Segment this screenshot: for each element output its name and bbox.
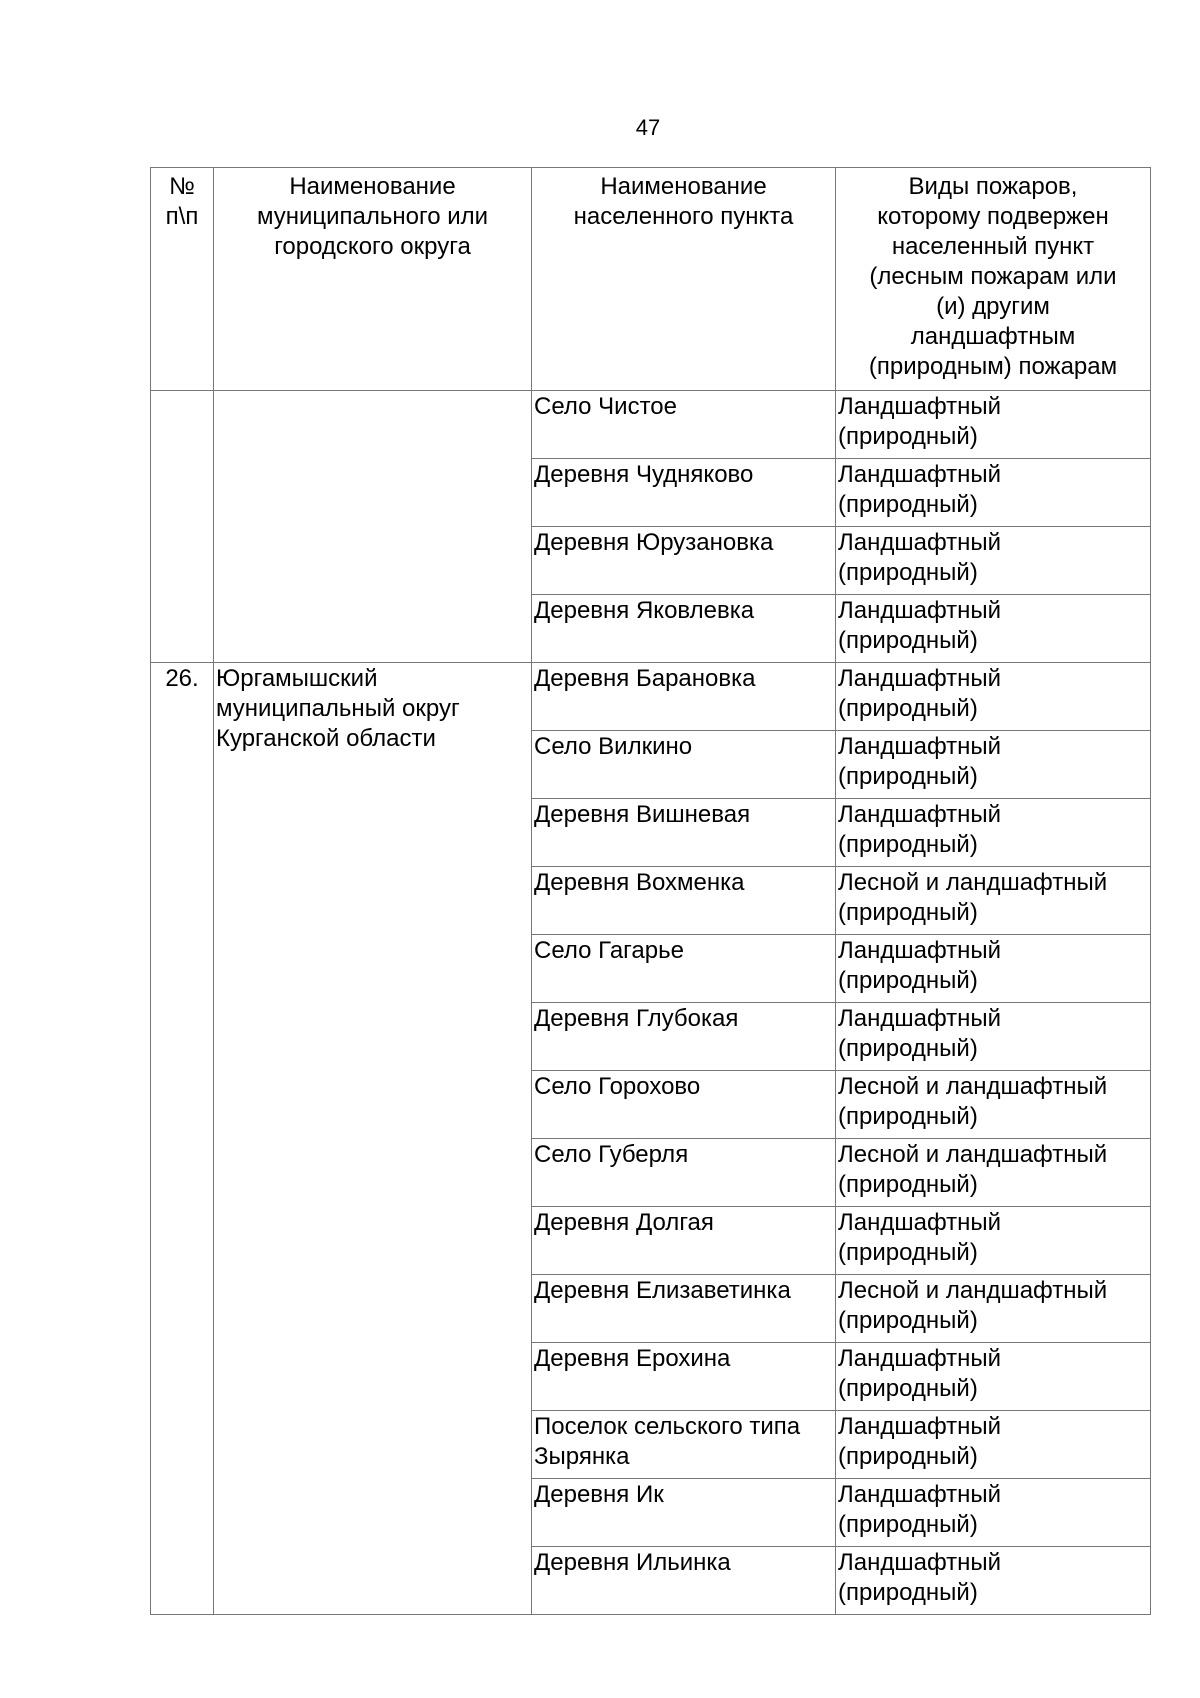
district-name: Юргамышский муниципальный округ Курганской области	[214, 663, 532, 1615]
fire-type: Ландшафтный (природный)	[836, 731, 1151, 799]
settlement-name: Деревня Юрузановка	[532, 527, 836, 595]
fire-type: Лесной и ландшафтный (природный)	[836, 1071, 1151, 1139]
table-row	[151, 391, 1151, 459]
settlement-name: Село Чистое	[532, 391, 836, 459]
settlement-name: Деревня Барановка	[532, 663, 836, 731]
fire-type: Ландшафтный (природный)	[836, 663, 1151, 731]
fire-type: Лесной и ландшафтный (природный)	[836, 867, 1151, 935]
header-num: № п\п	[151, 168, 214, 391]
fire-type: Ландшафтный (природный)	[836, 1411, 1151, 1479]
settlement-name: Деревня Ерохина	[532, 1343, 836, 1411]
fire-type: Ландшафтный (природный)	[836, 595, 1151, 663]
fire-type: Ландшафтный (природный)	[836, 527, 1151, 595]
fire-type: Ландшафтный (природный)	[836, 1343, 1151, 1411]
header-district: Наименование муниципального или городского округа	[214, 168, 532, 391]
district-name	[214, 391, 532, 663]
fire-type: Лесной и ландшафтный (природный)	[836, 1275, 1151, 1343]
settlement-name: Село Вилкино	[532, 731, 836, 799]
settlement-name: Поселок сельского типа Зырянка	[532, 1411, 836, 1479]
settlement-name: Деревня Чудняково	[532, 459, 836, 527]
settlement-name: Деревня Глубокая	[532, 1003, 836, 1071]
table-row	[151, 663, 1151, 731]
settlement-name: Деревня Яковлевка	[532, 595, 836, 663]
fire-type: Ландшафтный (природный)	[836, 1547, 1151, 1615]
settlement-name: Село Горохово	[532, 1071, 836, 1139]
settlement-name: Деревня Долгая	[532, 1207, 836, 1275]
row-number	[151, 391, 214, 663]
settlement-name: Деревня Ик	[532, 1479, 836, 1547]
page-number: 47	[635, 115, 661, 140]
fire-type: Ландшафтный (природный)	[836, 1479, 1151, 1547]
fire-type: Лесной и ландшафтный (природный)	[836, 1139, 1151, 1207]
table-header-row	[151, 168, 1151, 391]
settlement-name: Деревня Вохменка	[532, 867, 836, 935]
fire-type: Ландшафтный (природный)	[836, 459, 1151, 527]
header-settlement: Наименование населенного пункта	[532, 168, 836, 391]
settlement-name: Село Гагарье	[532, 935, 836, 1003]
fire-type: Ландшафтный (природный)	[836, 935, 1151, 1003]
fire-type: Ландшафтный (природный)	[836, 1003, 1151, 1071]
settlement-name: Деревня Вишневая	[532, 799, 836, 867]
fire-type: Ландшафтный (природный)	[836, 1207, 1151, 1275]
fire-type: Ландшафтный (природный)	[836, 799, 1151, 867]
settlement-name: Село Губерля	[532, 1139, 836, 1207]
row-number: 26.	[151, 663, 214, 1615]
fire-type: Ландшафтный (природный)	[836, 391, 1151, 459]
header-fire-types: Виды пожаров, которому подвержен населенный пункт (лесным пожарам или (и) другим ландшафтным (природным) пожарам	[836, 168, 1151, 391]
settlement-name: Деревня Ильинка	[532, 1547, 836, 1615]
settlements-fire-table	[150, 167, 1151, 1615]
settlement-name: Деревня Елизаветинка	[532, 1275, 836, 1343]
